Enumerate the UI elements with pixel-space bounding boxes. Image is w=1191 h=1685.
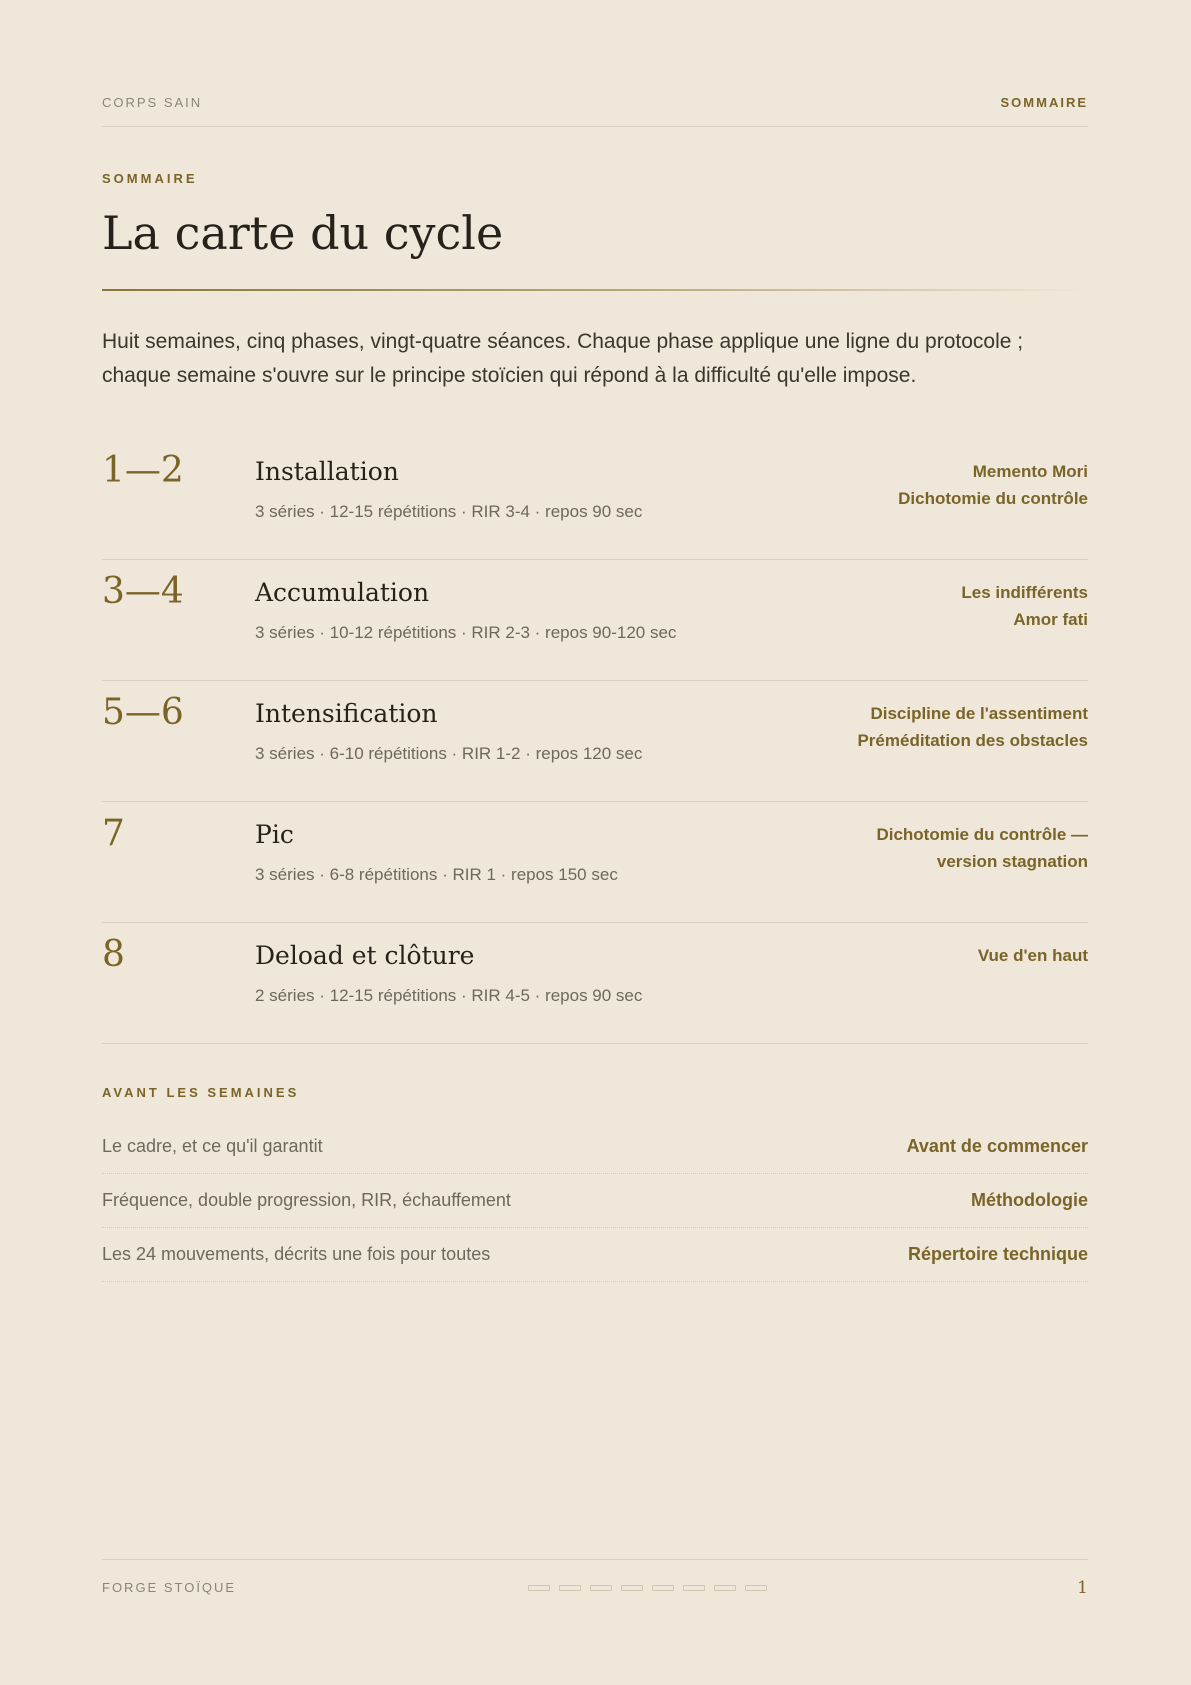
principle-link[interactable]: Les indifférents [961, 583, 1088, 602]
before-link[interactable]: Avant de commencer [906, 1136, 1088, 1156]
phase-row[interactable] [102, 681, 1088, 802]
progress-segment [528, 1585, 550, 1591]
before-row[interactable] [102, 1120, 1088, 1174]
progress-segment [745, 1585, 767, 1591]
phase-principles [876, 821, 1088, 875]
principle-link[interactable]: Préméditation des obstacles [857, 731, 1088, 750]
before-description: Le cadre, et ce qu'il garantit [102, 1136, 323, 1156]
footer [102, 1580, 1088, 1600]
page-title: La carte du cycle [102, 206, 504, 260]
before-description: Fréquence, double progression, RIR, échauffement [102, 1190, 511, 1210]
progress-segment [559, 1585, 581, 1591]
principle-link[interactable]: Dichotomie du contrôle — [876, 825, 1088, 844]
principle-link[interactable]: Dichotomie du contrôle [898, 489, 1088, 508]
progress-segment [621, 1585, 643, 1591]
phase-list [102, 439, 1088, 1044]
progress-segment [683, 1585, 705, 1591]
phase-row[interactable] [102, 439, 1088, 560]
before-link[interactable]: Méthodologie [971, 1190, 1088, 1210]
phase-principles [857, 700, 1088, 754]
before-section-label: AVANT LES SEMAINES [102, 1085, 300, 1100]
brand-label: CORPS SAIN [102, 95, 203, 110]
phase-principles [961, 579, 1088, 633]
principle-link[interactable]: Vue d'en haut [977, 946, 1088, 965]
phase-row[interactable] [102, 560, 1088, 681]
phase-spec: 3 séries · 12-15 répétitions · RIR 3-4 · repos 90 sec [255, 502, 643, 521]
principle-link[interactable]: version stagnation [936, 852, 1088, 871]
phase-spec: 3 séries · 10-12 répétitions · RIR 2-3 · repos 90-120 sec [255, 623, 677, 642]
before-row[interactable] [102, 1174, 1088, 1228]
before-description: Les 24 mouvements, décrits une fois pour toutes [102, 1244, 491, 1264]
page-number: 1 [1077, 1578, 1088, 1598]
phase-name: Deload et clôture [255, 941, 475, 970]
header-divider [102, 126, 1088, 127]
phase-name: Intensification [255, 699, 438, 728]
progress-segment [714, 1585, 736, 1591]
page [102, 0, 1088, 1685]
title-divider [102, 289, 1088, 291]
phase-spec: 3 séries · 6-10 répétitions · RIR 1-2 · repos 120 sec [255, 744, 643, 763]
principle-link[interactable]: Memento Mori [972, 462, 1088, 481]
principle-link[interactable]: Discipline de l'assentiment [870, 704, 1088, 723]
before-list [102, 1120, 1088, 1282]
principle-link[interactable]: Amor fati [1013, 610, 1088, 629]
phase-name: Accumulation [255, 578, 430, 607]
phase-weeks: 3—4 [102, 571, 184, 612]
progress-segment [590, 1585, 612, 1591]
phase-weeks: 7 [102, 813, 125, 854]
running-header [102, 95, 1088, 110]
progress-segment [652, 1585, 674, 1591]
phase-row[interactable] [102, 923, 1088, 1044]
phase-name: Installation [255, 457, 399, 486]
before-link[interactable]: Répertoire technique [907, 1244, 1088, 1264]
phase-principles [898, 458, 1088, 512]
phase-row[interactable] [102, 802, 1088, 923]
phase-spec: 2 séries · 12-15 répétitions · RIR 4-5 · repos 90 sec [255, 986, 643, 1005]
footer-brand: FORGE STOÏQUE [102, 1580, 237, 1595]
footer-divider [102, 1559, 1088, 1560]
phase-principles [978, 942, 1088, 969]
eyebrow-label: SOMMAIRE [102, 171, 198, 186]
page-progress-indicator [528, 1585, 767, 1591]
section-link-sommaire[interactable]: SOMMAIRE [1000, 95, 1088, 110]
phase-weeks: 8 [102, 934, 125, 975]
phase-weeks: 5—6 [102, 692, 184, 733]
intro-paragraph: Huit semaines, cinq phases, vingt-quatre séances. Chaque phase applique une ligne du protocole ; chaque semaine s'ouvre sur le principe stoïcien qui répond à la difficulté qu'elle impose. [102, 330, 1024, 387]
phase-name: Pic [255, 820, 294, 849]
phase-weeks: 1—2 [102, 450, 184, 491]
before-row[interactable] [102, 1228, 1088, 1282]
phase-spec: 3 séries · 6-8 répétitions · RIR 1 · repos 150 sec [255, 865, 618, 884]
